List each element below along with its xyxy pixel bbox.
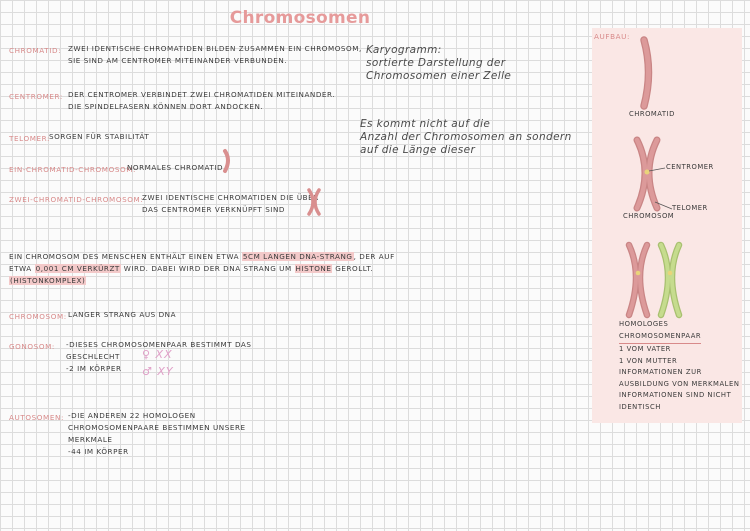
homologous-pair-drawing — [626, 243, 686, 317]
definition-line: DIE SPINDELFASERN KÖNNEN DORT ANDOCKEN. — [68, 102, 264, 111]
page-title: Chromosomen — [229, 8, 371, 28]
double-chromatid-icon — [307, 189, 321, 215]
chromatid-label: CHROMATID — [629, 110, 675, 118]
telomer-label: TELOMER — [672, 204, 708, 212]
chromatid-drawing — [638, 38, 658, 108]
term-telomer: TELOMER: — [9, 134, 51, 143]
single-chromatid-icon — [222, 150, 232, 172]
female-xx-label: ♀ XX — [142, 348, 173, 361]
term-chromosom: CHROMOSOM: — [9, 312, 67, 321]
aufbau-label: AUFBAU: — [594, 32, 631, 41]
definition-line: SIE SIND AM CENTROMER MITEINANDER VERBUNDEN. — [68, 56, 288, 65]
highlight: 0,001 CM VERKÜRZT — [35, 264, 120, 273]
handwriting-line: sortierte Darstellung der — [366, 57, 506, 69]
homolog-title-line: CHROMOSOMENPAAR — [619, 331, 701, 345]
centromer-label: CENTROMER — [666, 163, 714, 171]
homolog-line: INFORMATIONEN SIND NICHT — [619, 391, 732, 399]
homolog-line: 1 VOM VATER — [619, 345, 671, 353]
term-gonosom: GONOSOM: — [9, 342, 55, 351]
highlight: HISTONE — [295, 264, 332, 273]
definition-centromer — [68, 89, 335, 113]
definition-telomer: SORGEN FÜR STABILITÄT — [49, 132, 150, 141]
homolog-title-line: HOMOLOGES — [619, 320, 669, 328]
definition-line: -DIESES CHROMOSOMENPAAR BESTIMMT DAS — [66, 340, 252, 349]
definition-chromosom: LANGER STRANG AUS DNA — [68, 310, 177, 319]
homolog-line: 1 VON MUTTER — [619, 356, 678, 365]
definition-chromatid — [68, 43, 362, 67]
definition-line: -DIE ANDEREN 22 HOMOLOGEN — [68, 411, 196, 420]
dna-paragraph: EIN CHROMOSOM DES MENSCHEN ENTHÄLT EINEN ETWA 5CM LANGEN DNA-STRANG, DER AUF ETWA 0,001 CM VERKÜRZT WIRD. DABEI WIRD DER DNA STRANG UM HISTONE GEROLLT. (HISTONKOMPLEX) — [9, 252, 395, 285]
definition-line: MERKMALE — [68, 435, 113, 444]
definition-zwei-chromatid-chromosom — [142, 192, 319, 216]
definition-line: CHROMOSOMENPAARE BESTIMMEN UNSERE — [68, 423, 246, 432]
chromosome-length-note — [360, 118, 572, 157]
definition-line: ZWEI IDENTISCHE CHROMATIDEN DIE ÜBER — [142, 193, 319, 202]
definition-ein-chromatid-chromosom: NORMALES CHROMATID — [127, 163, 224, 172]
definition-line: GESCHLECHT — [66, 352, 120, 361]
homolog-description — [619, 319, 744, 413]
handwriting-line: Karyogramm: — [366, 44, 442, 56]
term-autosomen: AUTOSOMEN: — [9, 413, 64, 422]
highlight: (HISTONKOMPLEX) — [10, 276, 86, 285]
term-chromatid: CHROMATID: — [9, 46, 62, 55]
male-xy-label: ♂ XY — [142, 365, 174, 378]
homolog-line: IDENTISCH — [619, 402, 661, 411]
highlight: 5CM LANGEN DNA-STRANG — [242, 252, 353, 261]
term-zwei-chromatid-chromosom: ZWEI-CHROMATID-CHROMOSOM: — [9, 195, 144, 204]
homolog-line: AUSBILDUNG VON MERKMALEN — [619, 379, 740, 388]
term-ein-chromatid-chromosom: EIN-CHROMATID-CHROMOSOM: — [9, 165, 137, 174]
karyogramm-note — [366, 44, 511, 83]
definition-line: DER CENTROMER VERBINDET ZWEI CHROMATIDEN MITEINANDER. — [68, 90, 336, 99]
definition-line: -2 IM KÖRPER — [66, 364, 122, 373]
chromosom-label: CHROMOSOM — [623, 212, 675, 220]
definition-autosomen — [68, 410, 246, 458]
handwriting-line: Chromosomen einer Zelle — [366, 70, 512, 82]
centromer-pointer — [649, 166, 667, 176]
handwriting-line: auf die Länge dieser — [360, 144, 476, 156]
homolog-line: INFORMATIONEN ZUR — [619, 368, 702, 376]
term-centromer: CENTROMER: — [9, 92, 63, 101]
definition-line: ZWEI IDENTISCHE CHROMATIDEN BILDEN ZUSAMMEN EIN CHROMOSOM, — [68, 44, 362, 53]
definition-line: DAS CENTROMER VERKNÜPFT SIND — [142, 205, 285, 214]
handwriting-line: Es kommt nicht auf die — [360, 118, 491, 130]
definition-line: -44 IM KÖRPER — [68, 447, 129, 456]
handwriting-line: Anzahl der Chromosomen an sondern — [360, 131, 572, 143]
